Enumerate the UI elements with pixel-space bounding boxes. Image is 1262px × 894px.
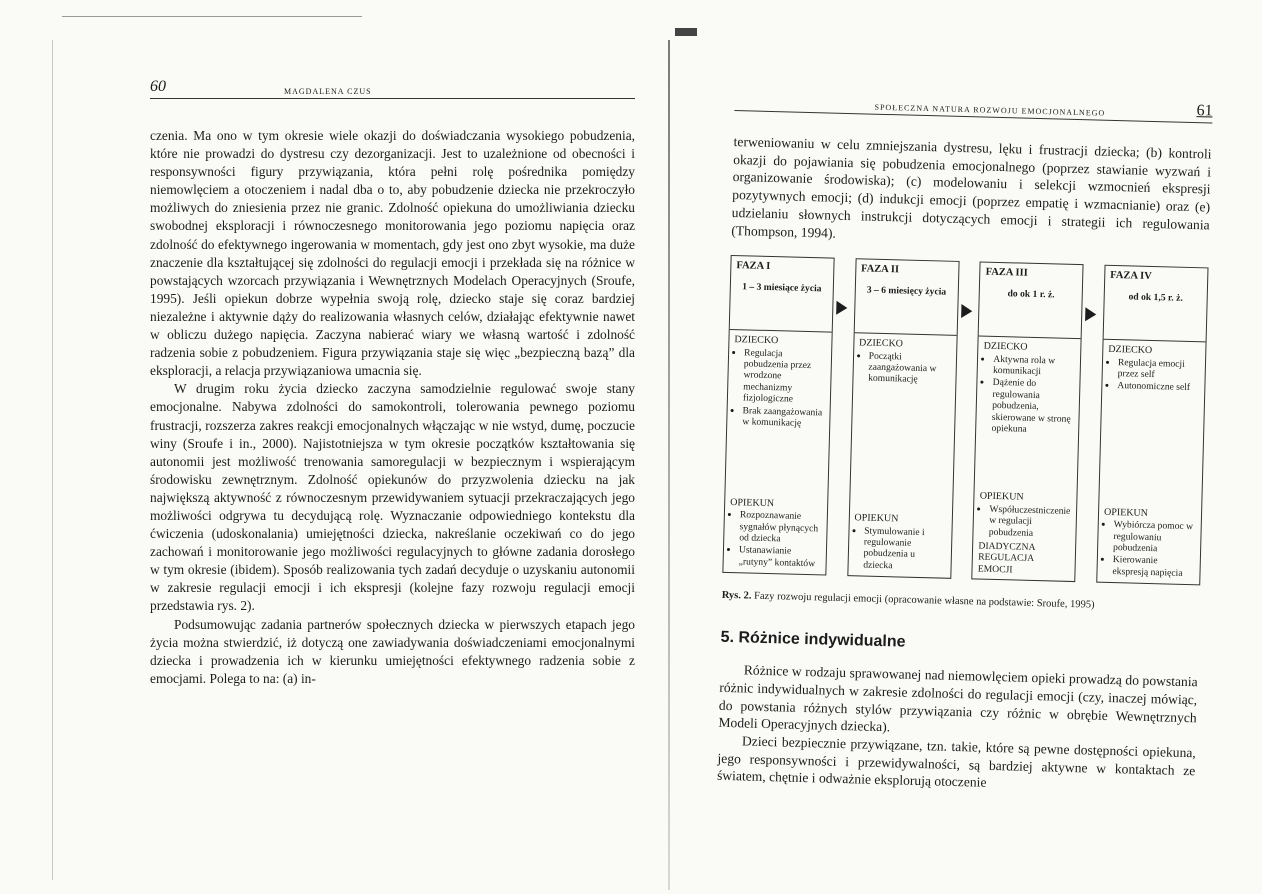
scan-edge-left xyxy=(52,40,53,880)
child-item: • Regulacja pobudzenia przez wrodzone mechanizmy fizjologiczne xyxy=(743,347,826,406)
scan-edge-top xyxy=(62,16,362,17)
right-page xyxy=(717,90,1213,797)
arrow-right-icon xyxy=(1085,307,1096,321)
phase-title: FAZA IV xyxy=(1110,270,1152,283)
child-label: DZIECKO xyxy=(734,334,779,347)
caregiver-note: DIADYCZNA REGULACJA EMOCJI xyxy=(977,540,1036,576)
phase-age: od ok 1,5 r. ż. xyxy=(1128,290,1183,304)
arrow-right-icon xyxy=(836,301,847,315)
caption-label: Rys. 2. xyxy=(721,590,752,602)
right-page-number: 61 xyxy=(1196,102,1213,120)
section-title: 5. Różnice indywidualne xyxy=(720,629,906,651)
phase-body xyxy=(848,333,956,578)
caregiver-label: OPIEKUN xyxy=(854,512,899,525)
phases-diagram xyxy=(722,255,1208,585)
child-item: • Regulacja emocji przez self xyxy=(1118,357,1201,382)
child-label: DZIECKO xyxy=(858,337,904,350)
left-paragraph: czenia. Ma ono w tym okresie wiele okazji do doświadczania wysokiego pobudzenia, które nie prowadzi do dystresu czy dezorganizacji. Jest to uzależnione od obecności i responsywności figury przywiązania, która pełni rolę pośrednika pomiędzy niemowlęciem a otoczeniem i nadal dba o to, aby pobudzenie dziecka nie przekroczyło możliwych do zniesienia przez nie granic. Zdolność opiekuna do umożliwiania dziecku swobodnej eksploracji i równoczesnego monitorowania jego poziomu napięcia oraz zdolność do efektywnego ingerowania w momentach, gdy jest ono zbyt wysokie, ma duże znaczenie dla kształtującej się zdolności do regulacji emocji i przekłada się na różnice w powstających wzorcach przywiązania i Wewnętrznych Modelach Operacyjnych (Sroufe, 1995). Jeśli opiekun dobrze wypełnia swoją rolę, dziecko staje się coraz bardziej niezależne i aktywnie dąży do realizowania własnych celów, działając efektywnie nawet w obliczu dużego napięcia. Zaczyna nabierać wiary we własną wartość i zdolność radzenia sobie z pobudzeniem. Figura przywiązania staje się więc „bezpieczną bazą” dla eksploracji, a relacja przywiązaniowa umacnia się. xyxy=(150,128,635,379)
right-paragraph: Różnice w rodzaju sprawowanej nad niemowlęciem opieki prowadzą do powstania różnic indywidualnych w zakresie zdolności do regulacji emocji (czy, inaczej mówiąc, do powstania różnych stylów przywiązania czy różnic w obrębie Wewnętrznych Modeli Operacyjnych dziecka). xyxy=(718,662,1198,735)
phase-header xyxy=(854,259,958,336)
phase-body xyxy=(1097,340,1205,585)
child-label: DZIECKO xyxy=(983,340,1028,353)
child-item: • Brak zaangażowania w komunikację xyxy=(742,405,825,430)
figure-caption xyxy=(722,589,1200,616)
child-item: • Aktywna rola w komunikacji xyxy=(993,353,1076,378)
left-page xyxy=(150,78,635,688)
caregiver-item: • Rozpoznawanie sygnałów płynących od dziecka xyxy=(739,509,822,545)
left-body-text xyxy=(150,127,635,688)
phase-body xyxy=(723,330,831,575)
left-paragraph: Podsumowując zadania partnerów społecznych dziecka w pierwszych etapach jego życia można stwierdzić, iż dotyczą one zawiadywania doświadczeniami emocjonalnymi dziecka i prowadzenia ich w kierunku umiejętności efektywnego radzenia sobie z emocjami. Polega to na: (a) in- xyxy=(150,616,635,686)
caregiver-label: OPIEKUN xyxy=(979,490,1024,504)
phase-header xyxy=(1104,266,1208,343)
caption-text: Fazy rozwoju regulacji emocji (opracowanie własne na podstawie: Sroufe, 1995) xyxy=(753,590,1095,611)
right-body-text xyxy=(717,661,1198,797)
left-page-number: 60 xyxy=(150,78,166,95)
phase-box xyxy=(972,262,1084,583)
book-gutter xyxy=(668,40,670,890)
phase-title: FAZA I xyxy=(736,260,771,273)
caregiver-label: OPIEKUN xyxy=(1103,506,1149,519)
right-page-header xyxy=(734,90,1212,124)
caregiver-item: • Współuczestniczenie w regulacji pobudzenia xyxy=(989,504,1072,540)
right-running-head: SPOŁECZNA NATURA ROZWOJU EMOCJONALNEGO xyxy=(874,102,1106,118)
caregiver-label: OPIEKUN xyxy=(730,496,775,509)
phase-box xyxy=(847,258,959,579)
caregiver-item: • Stymulowanie i regulowanie pobudzenia u dziecka xyxy=(863,525,946,573)
phase-age: 1 – 3 miesiące życia xyxy=(742,280,822,294)
phase-age: do ok 1 r. ż. xyxy=(1007,287,1055,301)
caregiver-item: • Wybiórcza pomoc w regulowaniu pobudzenia xyxy=(1113,519,1196,555)
phase-box xyxy=(722,255,834,576)
gutter-mark xyxy=(675,28,697,36)
child-item: • Początki zaangażowania w komunikację xyxy=(868,350,951,386)
arrow-right-icon xyxy=(961,304,972,318)
phase-header xyxy=(730,256,834,333)
phase-age: 3 – 6 miesięcy życia xyxy=(866,284,947,298)
right-paragraph: Dzieci bezpiecznie przywiązane, tzn. takie, które są pewne dostępności opiekuna, jego responsywności i przewidywalności, są bardziej aktywne w kontaktach ze światem, chętnie i odważnie eksplorują otoczenie xyxy=(716,733,1197,791)
phase-title: FAZA III xyxy=(985,266,1028,279)
phase-title: FAZA II xyxy=(860,263,900,276)
left-page-header xyxy=(150,78,635,99)
caregiver-item: • Kierowanie ekspresją napięcia xyxy=(1112,554,1195,579)
child-item: • Dążenie do regulowania pobudzenia, skierowane w stronę opiekuna xyxy=(991,377,1074,436)
caregiver-item: • Ustanawianie „rutyny” kontaktów xyxy=(739,545,822,570)
right-intro-paragraph: terweniowaniu w celu zmniejszania dystresu, lęku i frustracji dziecka; (b) kontroli okazji do pojawiania się pobudzenia emocjonalnego (poprzez stawianie wyzwań i organizowanie środowiska); (c) modelowaniu i selekcji wzmocnień ekspresji pozytywnych emocji; (d) indukcji emocji (poprzez empatię i wzmacnianie) oraz (e) udzielaniu słownych instrukcji dotyczących emocji i strategii ich regulowania (Thompson, 1994). xyxy=(731,133,1212,241)
right-intro-text xyxy=(731,133,1212,252)
left-running-head: MAGDALENA CZUS xyxy=(284,87,372,96)
phase-body xyxy=(973,337,1081,582)
left-paragraph: W drugim roku życia dziecko zaczyna samodzielnie regulować swoje stany emocjonalne. Nabywa zdolności do samokontroli, tolerowania pewnego poziomu frustracji, rozszerza zakres reakcji emocjonalnych włączając w nie wstyd, dumę, poczucie winy (Sroufe i in., 2000). Najistotniejsza w tym okresie początków kształtowania się autonomii jest możliwość trenowania samoregulacji w bezpiecznym i wspierającym środowisku zewnętrznym. Zdolność opiekunów do przyzwolenia dziecku na jak największą aktywność z równoczesnym przewidywaniem sytuacji przekraczających jego możliwości odgrywa tu decydującą rolę. Wyznaczanie odpowiedniego kontekstu dla ćwiczenia (udoskonalania) umiejętności dziecka, nakreślanie oczekiwań co do jego zachowań i monitorowanie jego możliwości regulacyjnych to główne zadania dorosłego w tym okresie (ibidem). Sposób realizowania tych zadań decyduje o uzyskaniu autonomii w zakresie regulacji emocji i ich ekspresji (kolejne fazy rozwoju regulacji emocji przedstawia rys. 2). xyxy=(150,381,635,614)
child-label: DZIECKO xyxy=(1108,344,1153,357)
phase-box xyxy=(1096,265,1208,586)
phase-header xyxy=(979,263,1083,340)
child-item: • Autonomiczne self xyxy=(1117,381,1199,395)
